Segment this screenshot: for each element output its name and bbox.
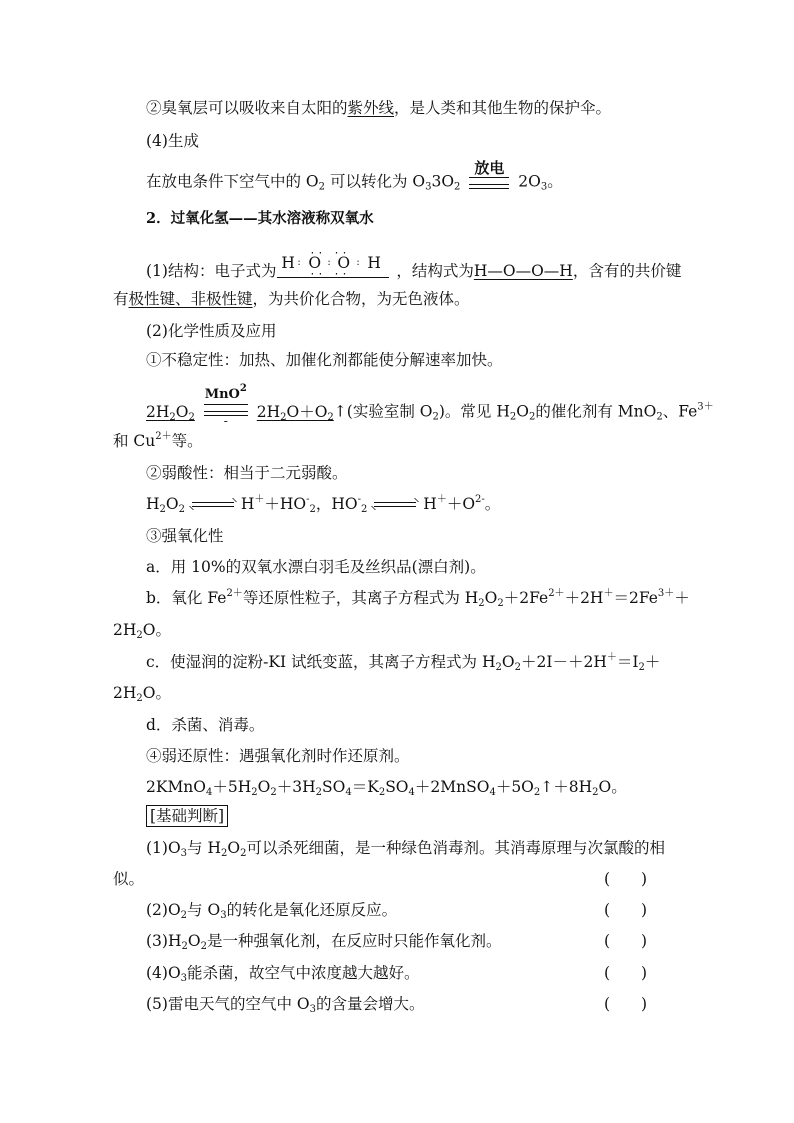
unstable-line: ①不稳定性：加热、加催化剂都能使分解速率加快。 (146, 351, 503, 369)
judge-heading: [基础判断] (146, 806, 228, 826)
oxid-b-line2: $2H_2O$。 (113, 621, 171, 641)
weak-acid-line: ②弱酸性：相当于二元弱酸。 (146, 464, 348, 482)
oxid-a: a．用 10%的双氧水漂白羽毛及丝织品(漂白剂)。 (146, 558, 486, 576)
discharge-condition: 放电 (469, 160, 509, 189)
reversible-arrow (192, 500, 234, 510)
oxid-heading: ③强氧化性 (146, 527, 224, 545)
h2o2-title: 2．过氧化氢——其水溶液称双氧水 (146, 210, 374, 227)
answer-blank-4[interactable]: ( ) (604, 964, 648, 982)
question-3: $(3)H_2O_2$是一种强氧化剂，在反应时只能作氧化剂。 (146, 932, 502, 952)
ozone-uv-line: ②臭氧层可以吸收来自太阳的紫外线，是人类和其他生物的保护伞。 (146, 99, 612, 117)
oxid-d: d．杀菌、消毒。 (146, 716, 265, 734)
chem-heading: (2)化学性质及应用 (146, 322, 277, 340)
question-1-line2: 似。 (113, 870, 145, 888)
uv-term: 紫外线 (347, 99, 395, 117)
reduc-equation: $2KMnO_4+5H_2O_2+3H_2SO_4=K_2SO_4+2MnSO_4+5O_2↑+8H_2O$。 (146, 778, 627, 798)
answer-blank-3[interactable]: ( ) (604, 932, 648, 950)
oxid-b: b．氧化 $Fe^{2+}$等还原性粒子，其离子方程式为 $H_2O_2+2Fe^{2+}+2H^+=2Fe^{3+}+$ (146, 588, 690, 609)
electron-formula: ·· ·· H : O : O : H ·· ·· (281, 262, 381, 282)
decomposition-line: $2H_2O_2$ MnO$^2$ - $2H_2O+O_2↑$(实验室制 $O_2$)。常见 $H_2O_2$的催化剂有 MnO$_2$、$Fe^{3+}$ (146, 383, 714, 428)
question-5: (5)雷电天气的空气中 $O_3$的含量会增大。 (146, 995, 425, 1015)
answer-blank-1[interactable]: ( ) (604, 870, 648, 888)
oxid-c-line2: $2H_2O$。 (113, 684, 171, 704)
reduc-heading: ④弱还原性：遇强氧化剂时作还原剂。 (146, 747, 410, 765)
answer-blank-5[interactable]: ( ) (604, 995, 648, 1013)
question-4: $(4)O_3$能杀菌，故空气中浓度越大越好。 (146, 964, 420, 984)
question-1: $(1)O_3$与 $H_2O_2$可以杀死细菌，是一种绿色消毒剂。其消毒原理与次氯酸的相 (146, 839, 665, 859)
bond-line: 有极性键、非极性键，为共价化合物，为无色液体。 (113, 290, 470, 308)
ozone-gen-line: 在放电条件下空气中的 $O_2$ 可以转化为 $O_33O_2$ 放电 $2O_3$。 (146, 159, 563, 193)
question-2: $(2)O_2$与 $O_3$的转化是氧化还原反应。 (146, 901, 398, 921)
structural-formula: H—O—O—H (473, 262, 573, 280)
mno2-condition: MnO$^2$ - (204, 383, 247, 428)
answer-blank-2[interactable]: ( ) (604, 901, 648, 919)
ionization-line: $H_2O_2$ $H^++HO^-_2$，$HO^-_2$ $H^++O^{2-}$。 (146, 494, 501, 515)
bond-terms: 极性键、非极性键 (128, 290, 253, 308)
catalyst-line2: 和 $Cu^{2+}$等。 (113, 431, 203, 450)
reversible-arrow (374, 500, 416, 510)
structure-line: (1)结构：电子式为 ·· ·· H : O : O : H ·· ·· ，结构式为H—O—O—H，含有的共价键 (146, 248, 682, 280)
oxid-c: c．使湿润的淀粉-KI 试纸变蓝，其离子方程式为 $H_2O_2+2I-+2H^+=I_2+$ (146, 652, 661, 673)
gen-heading: (4)生成 (146, 132, 199, 150)
